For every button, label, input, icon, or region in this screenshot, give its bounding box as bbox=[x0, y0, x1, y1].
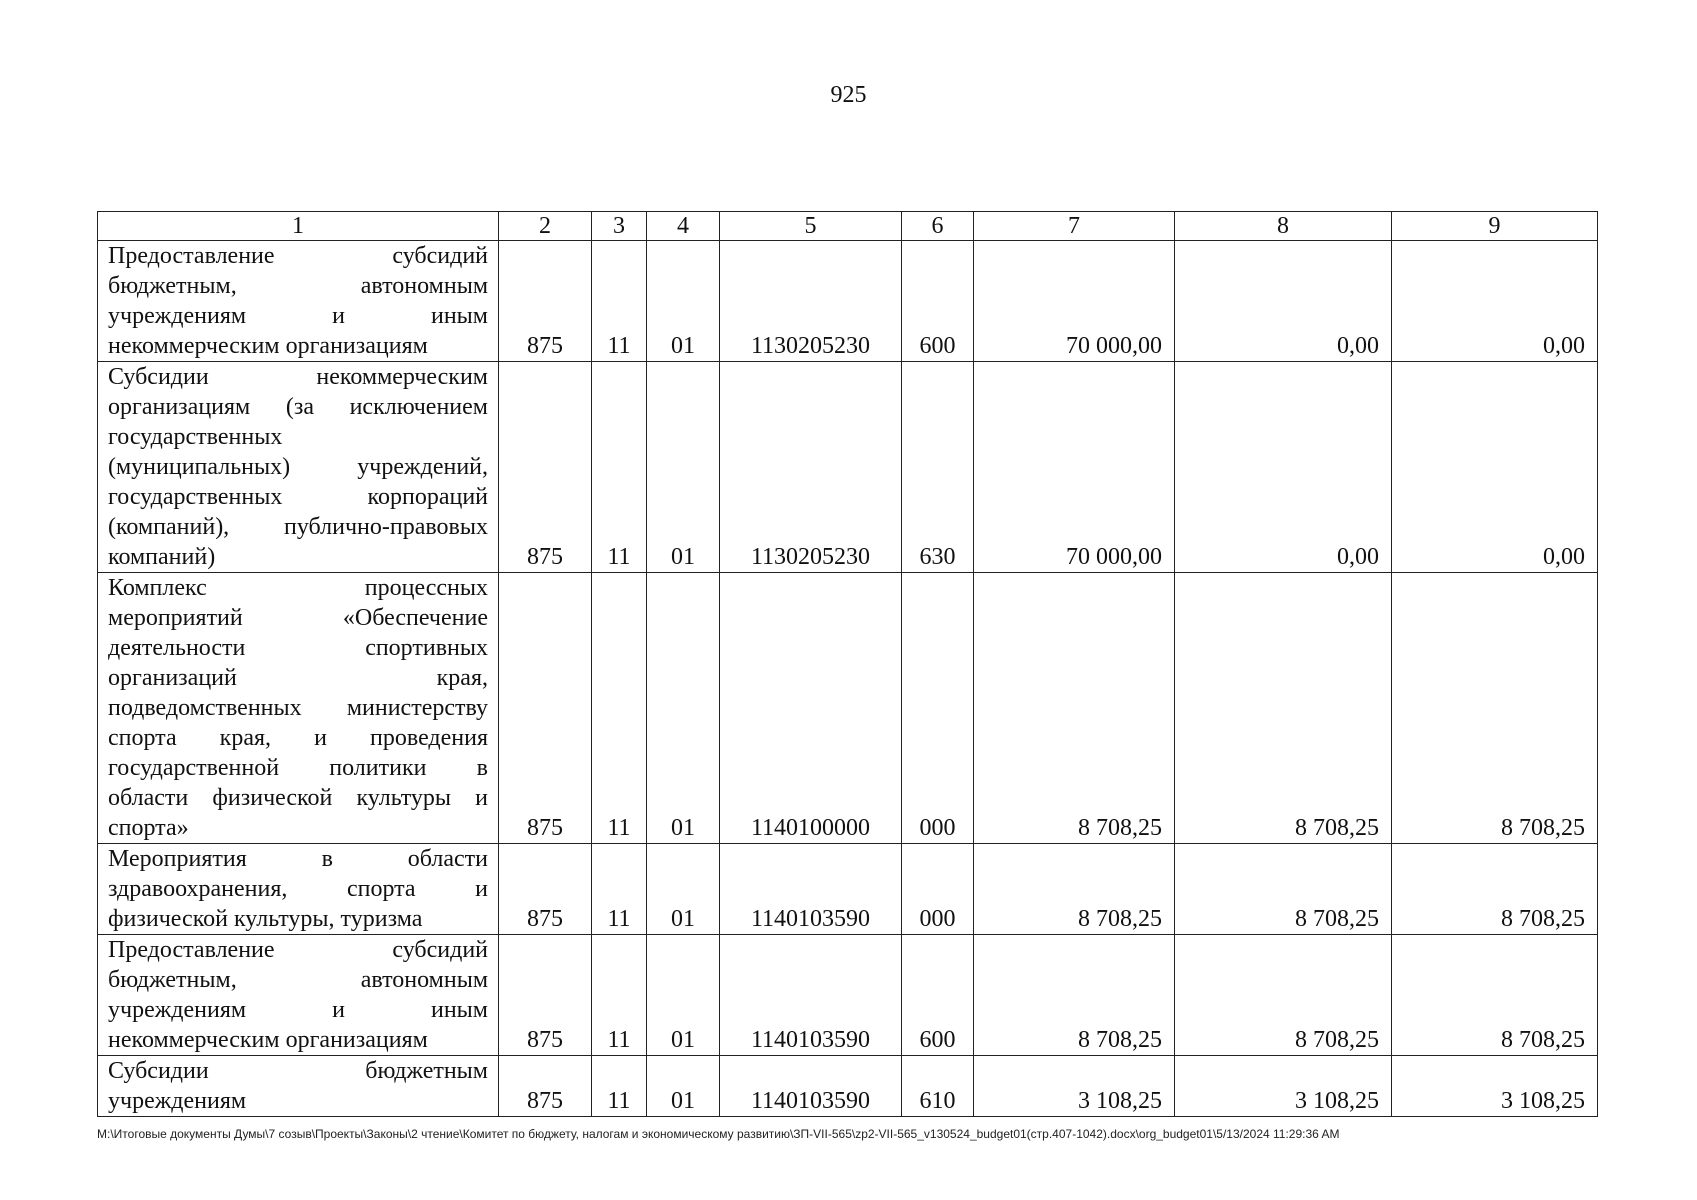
section-cell: 11 bbox=[592, 362, 647, 573]
description-line: учреждениям и иным bbox=[108, 997, 488, 1023]
description-line: государственной политики в bbox=[108, 755, 488, 781]
table-row bbox=[98, 935, 1598, 1056]
description-line: (компаний), публично-правовых bbox=[108, 514, 488, 540]
description-line: здравоохранения, спорта и bbox=[108, 876, 488, 902]
amount-col7-cell: 70 000,00 bbox=[974, 362, 1175, 573]
row-description bbox=[98, 1056, 499, 1117]
header-cell: 7 bbox=[974, 212, 1175, 241]
row-description bbox=[98, 241, 499, 362]
amount-col9-cell: 0,00 bbox=[1392, 362, 1598, 573]
description-line: организаций края, bbox=[108, 665, 488, 691]
description-line: бюджетным, автономным bbox=[108, 273, 488, 299]
description-line: Предоставление субсидий bbox=[108, 937, 488, 963]
description-line: организациям (за исключением bbox=[108, 394, 488, 420]
amount-col8-cell: 8 708,25 bbox=[1175, 573, 1392, 844]
description-line: физической культуры, туризма bbox=[108, 906, 423, 932]
amount-col8-cell: 8 708,25 bbox=[1175, 935, 1392, 1056]
amount-col7-cell: 8 708,25 bbox=[974, 844, 1175, 935]
header-cell: 8 bbox=[1175, 212, 1392, 241]
table-row bbox=[98, 1056, 1598, 1117]
expense-type-cell: 600 bbox=[902, 935, 974, 1056]
amount-col9-cell: 8 708,25 bbox=[1392, 573, 1598, 844]
amount-col9-cell: 8 708,25 bbox=[1392, 844, 1598, 935]
header-cell: 2 bbox=[499, 212, 592, 241]
amount-col7-cell: 8 708,25 bbox=[974, 935, 1175, 1056]
subsection-cell: 01 bbox=[647, 935, 720, 1056]
description-line: Предоставление субсидий bbox=[108, 243, 488, 269]
header-cell: 4 bbox=[647, 212, 720, 241]
description-line: некоммерческим организациям bbox=[108, 333, 428, 359]
description-line: деятельности спортивных bbox=[108, 635, 488, 661]
section-cell: 11 bbox=[592, 844, 647, 935]
file-path-footer: M:\Итоговые документы Думы\7 созыв\Проекты\Законы\2 чтение\Комитет по бюджету, налогам и экономическому развитию\ЗП-VII-565\zp2-VII-565_v130524_budget01(стр.407-1042).docx\org_budget01\5/13/2024 11:29:36 AM bbox=[97, 1127, 1340, 1141]
expense-type-cell: 000 bbox=[902, 573, 974, 844]
budget-table bbox=[97, 211, 1598, 1117]
expense-type-cell: 610 bbox=[902, 1056, 974, 1117]
ministry-code-cell: 875 bbox=[499, 241, 592, 362]
description-line: Комплекс процессных bbox=[108, 575, 488, 601]
subsection-cell: 01 bbox=[647, 241, 720, 362]
row-description bbox=[98, 844, 499, 935]
table-row bbox=[98, 362, 1598, 573]
expense-type-cell: 000 bbox=[902, 844, 974, 935]
amount-col9-cell: 0,00 bbox=[1392, 241, 1598, 362]
amount-col7-cell: 8 708,25 bbox=[974, 573, 1175, 844]
ministry-code-cell: 875 bbox=[499, 362, 592, 573]
table-row bbox=[98, 844, 1598, 935]
section-cell: 11 bbox=[592, 1056, 647, 1117]
header-cell: 9 bbox=[1392, 212, 1598, 241]
section-cell: 11 bbox=[592, 573, 647, 844]
table-header-row bbox=[98, 212, 1598, 241]
amount-col9-cell: 8 708,25 bbox=[1392, 935, 1598, 1056]
description-line: учреждениям и иным bbox=[108, 303, 488, 329]
expense-type-cell: 600 bbox=[902, 241, 974, 362]
description-line: Субсидии некоммерческим bbox=[108, 364, 488, 390]
header-cell: 3 bbox=[592, 212, 647, 241]
description-line: (муниципальных) учреждений, bbox=[108, 454, 488, 480]
header-cell: 1 bbox=[98, 212, 499, 241]
header-cell: 5 bbox=[720, 212, 902, 241]
table-row bbox=[98, 241, 1598, 362]
subsection-cell: 01 bbox=[647, 844, 720, 935]
amount-col7-cell: 3 108,25 bbox=[974, 1056, 1175, 1117]
ministry-code-cell: 875 bbox=[499, 573, 592, 844]
row-description bbox=[98, 935, 499, 1056]
expense-type-cell: 630 bbox=[902, 362, 974, 573]
amount-col7-cell: 70 000,00 bbox=[974, 241, 1175, 362]
amount-col8-cell: 8 708,25 bbox=[1175, 844, 1392, 935]
description-line: Мероприятия в области bbox=[108, 846, 488, 872]
description-line: компаний) bbox=[108, 544, 216, 570]
description-line: спорта» bbox=[108, 815, 189, 841]
description-line: области физической культуры и bbox=[108, 785, 488, 811]
amount-col8-cell: 0,00 bbox=[1175, 241, 1392, 362]
target-article-cell: 1140103590 bbox=[720, 1056, 902, 1117]
target-article-cell: 1140100000 bbox=[720, 573, 902, 844]
amount-col8-cell: 0,00 bbox=[1175, 362, 1392, 573]
ministry-code-cell: 875 bbox=[499, 1056, 592, 1117]
table-row bbox=[98, 573, 1598, 844]
target-article-cell: 1140103590 bbox=[720, 935, 902, 1056]
amount-col8-cell: 3 108,25 bbox=[1175, 1056, 1392, 1117]
description-line: государственных корпораций bbox=[108, 484, 488, 510]
row-description bbox=[98, 573, 499, 844]
page-number: 925 bbox=[830, 82, 867, 108]
description-line: бюджетным, автономным bbox=[108, 967, 488, 993]
section-cell: 11 bbox=[592, 935, 647, 1056]
section-cell: 11 bbox=[592, 241, 647, 362]
subsection-cell: 01 bbox=[647, 1056, 720, 1117]
target-article-cell: 1130205230 bbox=[720, 362, 902, 573]
ministry-code-cell: 875 bbox=[499, 935, 592, 1056]
row-description bbox=[98, 362, 499, 573]
ministry-code-cell: 875 bbox=[499, 844, 592, 935]
description-line: учреждениям bbox=[108, 1088, 247, 1114]
subsection-cell: 01 bbox=[647, 573, 720, 844]
description-line: спорта края, и проведения bbox=[108, 725, 488, 751]
description-line: некоммерческим организациям bbox=[108, 1027, 428, 1053]
target-article-cell: 1140103590 bbox=[720, 844, 902, 935]
description-line: подведомственных министерству bbox=[108, 695, 488, 721]
subsection-cell: 01 bbox=[647, 362, 720, 573]
description-line: государственных bbox=[108, 424, 283, 450]
target-article-cell: 1130205230 bbox=[720, 241, 902, 362]
amount-col9-cell: 3 108,25 bbox=[1392, 1056, 1598, 1117]
description-line: мероприятий «Обеспечение bbox=[108, 605, 488, 631]
header-cell: 6 bbox=[902, 212, 974, 241]
description-line: Субсидии бюджетным bbox=[108, 1058, 488, 1084]
